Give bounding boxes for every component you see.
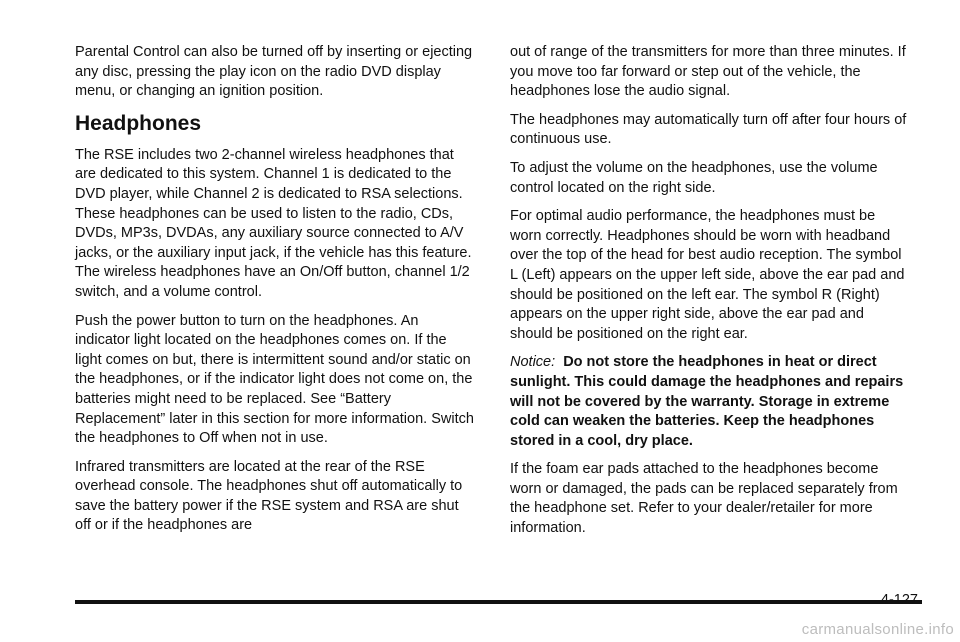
body-paragraph: If the foam ear pads attached to the headphones become worn or damaged, the pads can be replaced separately from the headphone set. Refer to your dealer/retailer for more information.	[510, 461, 898, 537]
body-paragraph: Infrared transmitters are located at the rear of the RSE overhead console. The headphones shut off automatically to save the battery power if the RSE system and RSA are shut off or if the headphones are	[75, 458, 463, 534]
body-paragraph: To adjust the volume on the headphones, use the volume control located on the right side.	[510, 159, 878, 196]
body-paragraph: The headphones may automatically turn off after four hours of continuous use.	[510, 111, 907, 148]
notice-text: Do not store the headphones in heat or direct sunlight. This could damage the headphones and repairs will not be covered by the warranty. Storage in extreme cold can weaken the batteries. Keep the headphones stored in a cool, dry place.	[510, 354, 904, 449]
footer-rule	[75, 600, 922, 604]
intro-paragraph: Parental Control can also be turned off by inserting or ejecting any disc, pressing the play icon on the radio DVD display menu, or changing an ignition position.	[75, 44, 473, 100]
left-column	[75, 43, 475, 545]
section-heading: Headphones	[75, 111, 202, 135]
body-paragraph: The RSE includes two 2-channel wireless headphones that are dedicated to this system. Channel 1 is dedicated to the DVD player, while Channel 2 is dedicated to RSA selections. These headphones can be used to listen to the radio, CDs, DVDs, MP3s, DVDAs, any auxiliary source connected to A/V jacks, or the auxiliary input jack, if the vehicle has this feature. The wireless headphones have an On/Off button, channel 1/2 switch, and a volume control.	[75, 146, 472, 300]
watermark: carmanualsonline.info	[801, 621, 954, 638]
body-paragraph: Push the power button to turn on the headphones. An indicator light located on the headphones comes on. If the light comes on but, there is intermittent sound and/or static on the headphones, or if the indicator light does not come on, the batteries might need to be replaced. See “Battery Replacement” later in this section for more information. Switch the headphones to Off when not in use.	[75, 312, 474, 447]
right-column	[510, 43, 910, 548]
body-paragraph: out of range of the transmitters for more than three minutes. If you move too far forward or step out of the vehicle, the headphones lose the audio signal.	[510, 44, 906, 100]
notice-label: Notice:	[510, 354, 556, 371]
body-paragraph: For optimal audio performance, the headphones must be worn correctly. Headphones should be worn with headband over the top of the head for best audio reception. The symbol L (Left) appears on the upper left side, above the ear pad and should be positioned on the left ear. The symbol R (Right) appears on the upper right side, above the ear pad and should be positioned on the right ear.	[510, 208, 905, 342]
notice-paragraph	[510, 353, 910, 451]
page-number: 4-127	[880, 592, 918, 608]
